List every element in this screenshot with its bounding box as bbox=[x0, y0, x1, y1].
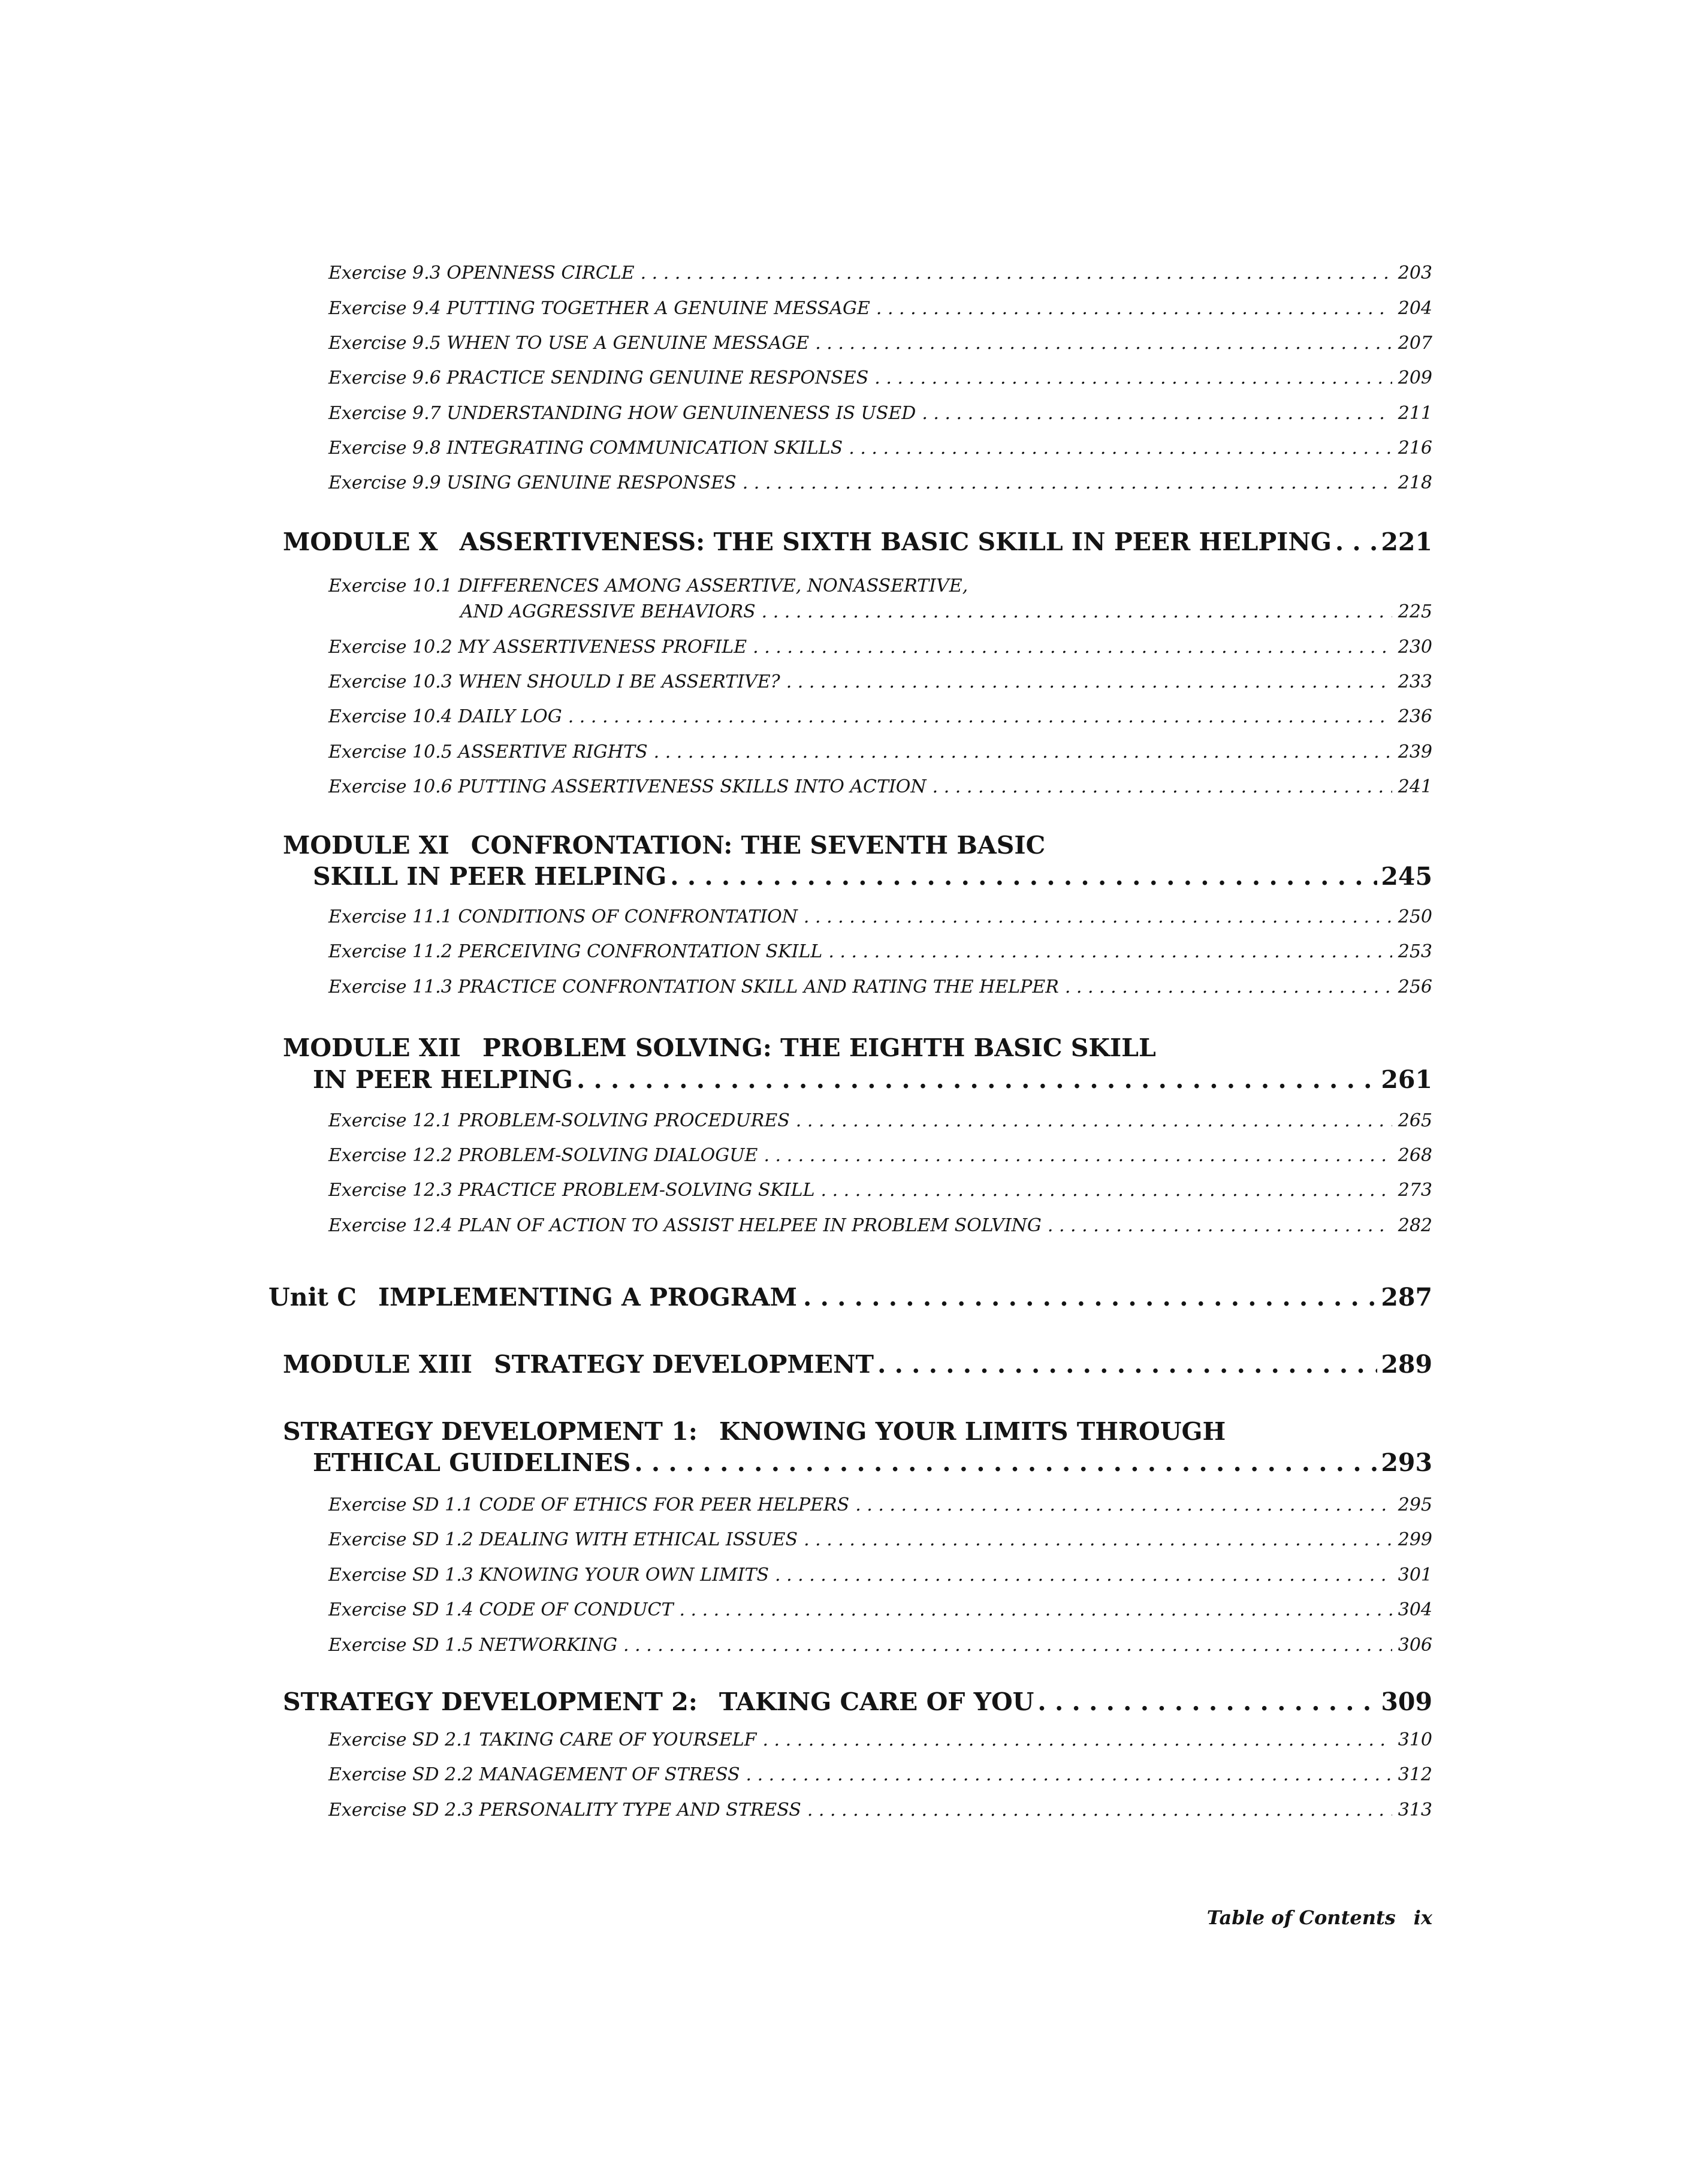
entry-title bbox=[328, 637, 747, 658]
dot-leader bbox=[876, 298, 1392, 319]
entry-title bbox=[328, 1145, 758, 1166]
exercise-title: Exercise 10.4 DAILY LOG bbox=[328, 706, 562, 727]
toc-module-entry[interactable] bbox=[313, 1065, 1432, 1094]
toc-module-heading[interactable] bbox=[283, 831, 1045, 860]
exercise-title: Exercise 9.3 OPENNESS CIRCLE bbox=[328, 263, 635, 284]
page-number: 239 bbox=[1398, 742, 1432, 762]
page-number: 216 bbox=[1398, 438, 1432, 459]
dot-leader bbox=[874, 367, 1392, 388]
page-number: 209 bbox=[1398, 367, 1432, 388]
entry-title bbox=[328, 1180, 815, 1201]
page-number: 304 bbox=[1398, 1599, 1432, 1620]
entry-title bbox=[328, 742, 648, 762]
entry-title bbox=[313, 862, 666, 891]
toc-exercise-entry[interactable] bbox=[328, 263, 1432, 284]
page-number: 295 bbox=[1398, 1494, 1432, 1515]
toc-module-entry[interactable] bbox=[283, 528, 1432, 556]
toc-exercise-entry[interactable] bbox=[328, 1599, 1432, 1620]
exercise-title: Exercise 9.7 UNDERSTANDING HOW GENUINENESS IS USED bbox=[328, 403, 916, 424]
toc-exercise-entry[interactable] bbox=[328, 298, 1432, 319]
entry-title bbox=[313, 1065, 573, 1094]
entry-title bbox=[328, 941, 822, 962]
page-number: 250 bbox=[1398, 906, 1432, 927]
page-number: 233 bbox=[1398, 671, 1432, 692]
exercise-title: Exercise SD 2.3 PERSONALITY TYPE AND STRESS bbox=[328, 1800, 801, 1821]
dot-leader bbox=[746, 1764, 1392, 1785]
page-number: 265 bbox=[1398, 1110, 1432, 1131]
exercise-title: Exercise 12.2 PROBLEM-SOLVING DIALOGUE bbox=[328, 1145, 758, 1166]
entry-title bbox=[328, 367, 868, 388]
page-number: 313 bbox=[1398, 1800, 1432, 1821]
dot-leader bbox=[679, 1599, 1392, 1620]
toc-exercise-entry[interactable] bbox=[328, 941, 1432, 962]
dot-leader bbox=[1048, 1215, 1392, 1236]
toc-exercise-entry[interactable] bbox=[328, 1529, 1432, 1550]
dot-leader bbox=[849, 438, 1392, 459]
toc-module-heading[interactable] bbox=[283, 1417, 1226, 1446]
exercise-title: Exercise SD 2.2 MANAGEMENT OF STRESS bbox=[328, 1764, 740, 1785]
module-title-line-1: CONFRONTATION: THE SEVENTH BASIC bbox=[470, 831, 1046, 860]
page-number: 203 bbox=[1398, 263, 1432, 284]
module-title: STRATEGY DEVELOPMENT bbox=[494, 1350, 874, 1379]
dot-leader bbox=[764, 1145, 1392, 1166]
exercise-title: Exercise 11.2 PERCEIVING CONFRONTATION SKILL bbox=[328, 941, 823, 962]
module-title: ASSERTIVENESS: THE SIXTH BASIC SKILL IN PEER HELPING bbox=[459, 528, 1332, 556]
page-number: 282 bbox=[1398, 1215, 1432, 1236]
entry-title bbox=[313, 1448, 630, 1477]
module-number: MODULE XII bbox=[283, 1033, 461, 1062]
exercise-title: Exercise 10.2 MY ASSERTIVENESS PROFILE bbox=[328, 637, 747, 658]
entry-title bbox=[283, 1687, 1034, 1716]
toc-exercise-entry[interactable] bbox=[328, 1565, 1432, 1586]
entry-title bbox=[328, 1565, 769, 1586]
toc-exercise-entry[interactable] bbox=[328, 367, 1432, 388]
toc-exercise-entry[interactable] bbox=[328, 1635, 1432, 1656]
exercise-title: Exercise 10.5 ASSERTIVE RIGHTS bbox=[328, 742, 648, 762]
entry-title bbox=[268, 1283, 797, 1312]
module-title-line-1: KNOWING YOUR LIMITS THROUGH bbox=[719, 1417, 1226, 1446]
entry-title bbox=[328, 1215, 1042, 1236]
page-number: 293 bbox=[1381, 1448, 1432, 1477]
module-number: MODULE XI bbox=[283, 831, 449, 860]
entry-title bbox=[328, 403, 916, 424]
exercise-title: Exercise 12.3 PRACTICE PROBLEM-SOLVING SKILL bbox=[328, 1180, 815, 1201]
entry-title bbox=[460, 601, 756, 622]
toc-exercise-entry[interactable] bbox=[328, 1764, 1432, 1785]
exercise-title: Exercise 10.3 WHEN SHOULD I BE ASSERTIVE? bbox=[328, 671, 780, 692]
running-footer bbox=[1207, 1906, 1432, 1929]
entry-title bbox=[328, 1599, 673, 1620]
dot-leader bbox=[821, 1180, 1392, 1201]
unit-title: IMPLEMENTING A PROGRAM bbox=[378, 1283, 798, 1312]
entry-title bbox=[328, 1764, 740, 1785]
module-number: MODULE XIII bbox=[283, 1350, 473, 1379]
module-title-line-2: IN PEER HELPING bbox=[313, 1065, 573, 1094]
exercise-title: Exercise 11.1 CONDITIONS OF CONFRONTATION bbox=[328, 906, 798, 927]
page-number: 241 bbox=[1398, 776, 1432, 797]
entry-title bbox=[328, 906, 798, 927]
exercise-title: Exercise 9.8 INTEGRATING COMMUNICATION SKILLS bbox=[328, 438, 843, 459]
module-title-line-2: SKILL IN PEER HELPING bbox=[313, 862, 667, 891]
dot-leader bbox=[775, 1565, 1392, 1586]
module-title-line-2: ETHICAL GUIDELINES bbox=[313, 1448, 631, 1477]
module-number: STRATEGY DEVELOPMENT 1: bbox=[283, 1417, 698, 1446]
page-number: 301 bbox=[1398, 1565, 1432, 1586]
entry-title bbox=[283, 528, 1332, 556]
page-number: 287 bbox=[1381, 1283, 1432, 1312]
page-number: 211 bbox=[1398, 403, 1432, 424]
exercise-title: Exercise 9.5 WHEN TO USE A GENUINE MESSAGE bbox=[328, 333, 810, 354]
dot-leader bbox=[568, 706, 1392, 727]
dot-leader bbox=[786, 671, 1392, 692]
dot-leader bbox=[807, 1800, 1392, 1821]
exercise-title: Exercise SD 1.1 CODE OF ETHICS FOR PEER HELPERS bbox=[328, 1494, 850, 1515]
exercise-title: Exercise 12.1 PROBLEM-SOLVING PROCEDURES bbox=[328, 1110, 790, 1131]
toc-exercise-entry[interactable] bbox=[328, 976, 1432, 997]
dot-leader bbox=[877, 1350, 1377, 1379]
page-number: 309 bbox=[1381, 1687, 1432, 1716]
toc-exercise-entry[interactable] bbox=[460, 601, 1432, 622]
toc-module-entry[interactable] bbox=[313, 862, 1432, 891]
entry-title bbox=[328, 298, 870, 319]
dot-leader bbox=[753, 637, 1392, 658]
exercise-title-line-2: AND AGGRESSIVE BEHAVIORS bbox=[460, 601, 756, 622]
exercise-title: Exercise SD 2.1 TAKING CARE OF YOURSELF bbox=[328, 1729, 757, 1750]
exercise-title: Exercise 10.6 PUTTING ASSERTIVENESS SKILLS INTO ACTION bbox=[328, 776, 927, 797]
page-number: 236 bbox=[1398, 706, 1432, 727]
toc-exercise-entry[interactable] bbox=[328, 472, 1432, 493]
entry-title bbox=[283, 1350, 874, 1379]
footer-page-number: ix bbox=[1413, 1906, 1432, 1929]
toc-exercise-entry[interactable] bbox=[328, 438, 1432, 459]
page-number: 306 bbox=[1398, 1635, 1432, 1656]
module-title-line-1: PROBLEM SOLVING: THE EIGHTH BASIC SKILL bbox=[482, 1033, 1156, 1062]
unit-number: Unit C bbox=[268, 1283, 357, 1312]
toc-exercise-entry[interactable] bbox=[328, 776, 1432, 797]
page-number: 218 bbox=[1398, 472, 1432, 493]
page-number: 221 bbox=[1381, 528, 1432, 556]
entry-title bbox=[328, 1729, 756, 1750]
footer-label: Table of Contents bbox=[1206, 1906, 1396, 1929]
dot-leader bbox=[796, 1110, 1392, 1131]
entry-title bbox=[328, 776, 927, 797]
page-number: 207 bbox=[1398, 333, 1432, 354]
dot-leader bbox=[1037, 1687, 1377, 1716]
entry-title bbox=[328, 976, 1059, 997]
dot-leader bbox=[1335, 528, 1378, 556]
toc-exercise-entry[interactable] bbox=[328, 1110, 1432, 1131]
dot-leader bbox=[1065, 976, 1392, 997]
dot-leader bbox=[641, 263, 1392, 284]
entry-title bbox=[328, 472, 737, 493]
page-number: 273 bbox=[1398, 1180, 1432, 1201]
exercise-title: Exercise 9.4 PUTTING TOGETHER A GENUINE MESSAGE bbox=[328, 298, 870, 319]
entry-title bbox=[328, 1529, 798, 1550]
toc-unit-entry[interactable] bbox=[268, 1283, 1432, 1312]
entry-title bbox=[328, 1494, 849, 1515]
page-number: 289 bbox=[1381, 1350, 1432, 1379]
exercise-title-line-1[interactable]: Exercise 10.1 DIFFERENCES AMONG ASSERTIVE, NONASSERTIVE, bbox=[328, 575, 968, 596]
page-number: 310 bbox=[1398, 1729, 1432, 1750]
page-number: 204 bbox=[1398, 298, 1432, 319]
toc-exercise-entry[interactable] bbox=[328, 1800, 1432, 1821]
dot-leader bbox=[743, 472, 1392, 493]
entry-title bbox=[328, 671, 780, 692]
dot-leader bbox=[670, 862, 1377, 891]
page-number: 253 bbox=[1398, 941, 1432, 962]
module-number: STRATEGY DEVELOPMENT 2: bbox=[283, 1687, 698, 1716]
page-number: 268 bbox=[1398, 1145, 1432, 1166]
dot-leader bbox=[804, 906, 1392, 927]
dot-leader bbox=[803, 1283, 1375, 1312]
page-number: 312 bbox=[1398, 1764, 1432, 1785]
entry-title bbox=[328, 1800, 801, 1821]
page-number: 256 bbox=[1398, 976, 1432, 997]
page-number: 261 bbox=[1381, 1065, 1432, 1094]
dot-leader bbox=[922, 403, 1392, 424]
exercise-title: Exercise 9.9 USING GENUINE RESPONSES bbox=[328, 472, 737, 493]
toc-exercise-entry[interactable] bbox=[328, 1494, 1432, 1515]
page-number: 299 bbox=[1398, 1529, 1432, 1550]
dot-leader bbox=[855, 1494, 1392, 1515]
dot-leader bbox=[933, 776, 1392, 797]
exercise-title: Exercise 9.6 PRACTICE SENDING GENUINE RESPONSES bbox=[328, 367, 869, 388]
entry-title bbox=[328, 706, 562, 727]
toc-module-heading[interactable] bbox=[283, 1033, 1156, 1062]
page-number: 230 bbox=[1398, 637, 1432, 658]
dot-leader bbox=[623, 1635, 1392, 1656]
dot-leader bbox=[634, 1448, 1377, 1477]
exercise-title: Exercise SD 1.5 NETWORKING bbox=[328, 1635, 618, 1656]
dot-leader bbox=[762, 1729, 1392, 1750]
dot-leader bbox=[577, 1065, 1377, 1094]
toc-exercise-entry[interactable] bbox=[328, 742, 1432, 762]
entry-title bbox=[328, 438, 843, 459]
dot-leader bbox=[828, 941, 1392, 962]
exercise-title: Exercise SD 1.2 DEALING WITH ETHICAL ISSUES bbox=[328, 1529, 798, 1550]
exercise-title: Exercise SD 1.3 KNOWING YOUR OWN LIMITS bbox=[328, 1565, 769, 1586]
toc-exercise-entry[interactable] bbox=[328, 637, 1432, 658]
module-number: MODULE X bbox=[283, 528, 438, 556]
exercise-title: Exercise SD 1.4 CODE OF CONDUCT bbox=[328, 1599, 674, 1620]
entry-title bbox=[328, 1635, 617, 1656]
dot-leader bbox=[762, 601, 1392, 622]
toc-exercise-entry[interactable] bbox=[328, 403, 1432, 424]
toc-exercise-entry[interactable] bbox=[328, 1145, 1432, 1166]
toc-module-entry[interactable] bbox=[313, 1448, 1432, 1477]
toc-exercise-entry[interactable] bbox=[328, 671, 1432, 692]
entry-title bbox=[328, 333, 809, 354]
dot-leader bbox=[654, 742, 1392, 762]
toc-exercise-entry[interactable] bbox=[328, 906, 1432, 927]
exercise-title: Exercise 12.4 PLAN OF ACTION TO ASSIST HELPEE IN PROBLEM SOLVING bbox=[328, 1215, 1042, 1236]
dot-leader bbox=[815, 333, 1392, 354]
toc-module-entry[interactable] bbox=[283, 1687, 1432, 1716]
entry-title bbox=[328, 1110, 790, 1131]
toc-exercise-entry[interactable] bbox=[328, 1180, 1432, 1201]
page-number: 225 bbox=[1398, 601, 1432, 622]
module-title: TAKING CARE OF YOU bbox=[719, 1687, 1034, 1716]
page-number: 245 bbox=[1381, 862, 1432, 891]
toc-exercise-entry[interactable] bbox=[328, 706, 1432, 727]
entry-title bbox=[328, 263, 635, 284]
toc-exercise-entry[interactable] bbox=[328, 1215, 1432, 1236]
dot-leader bbox=[804, 1529, 1392, 1550]
exercise-title: Exercise 11.3 PRACTICE CONFRONTATION SKILL AND RATING THE HELPER bbox=[328, 976, 1059, 997]
toc-exercise-entry[interactable] bbox=[328, 333, 1432, 354]
toc-exercise-entry[interactable] bbox=[328, 1729, 1432, 1750]
toc-module-entry[interactable] bbox=[283, 1350, 1432, 1379]
